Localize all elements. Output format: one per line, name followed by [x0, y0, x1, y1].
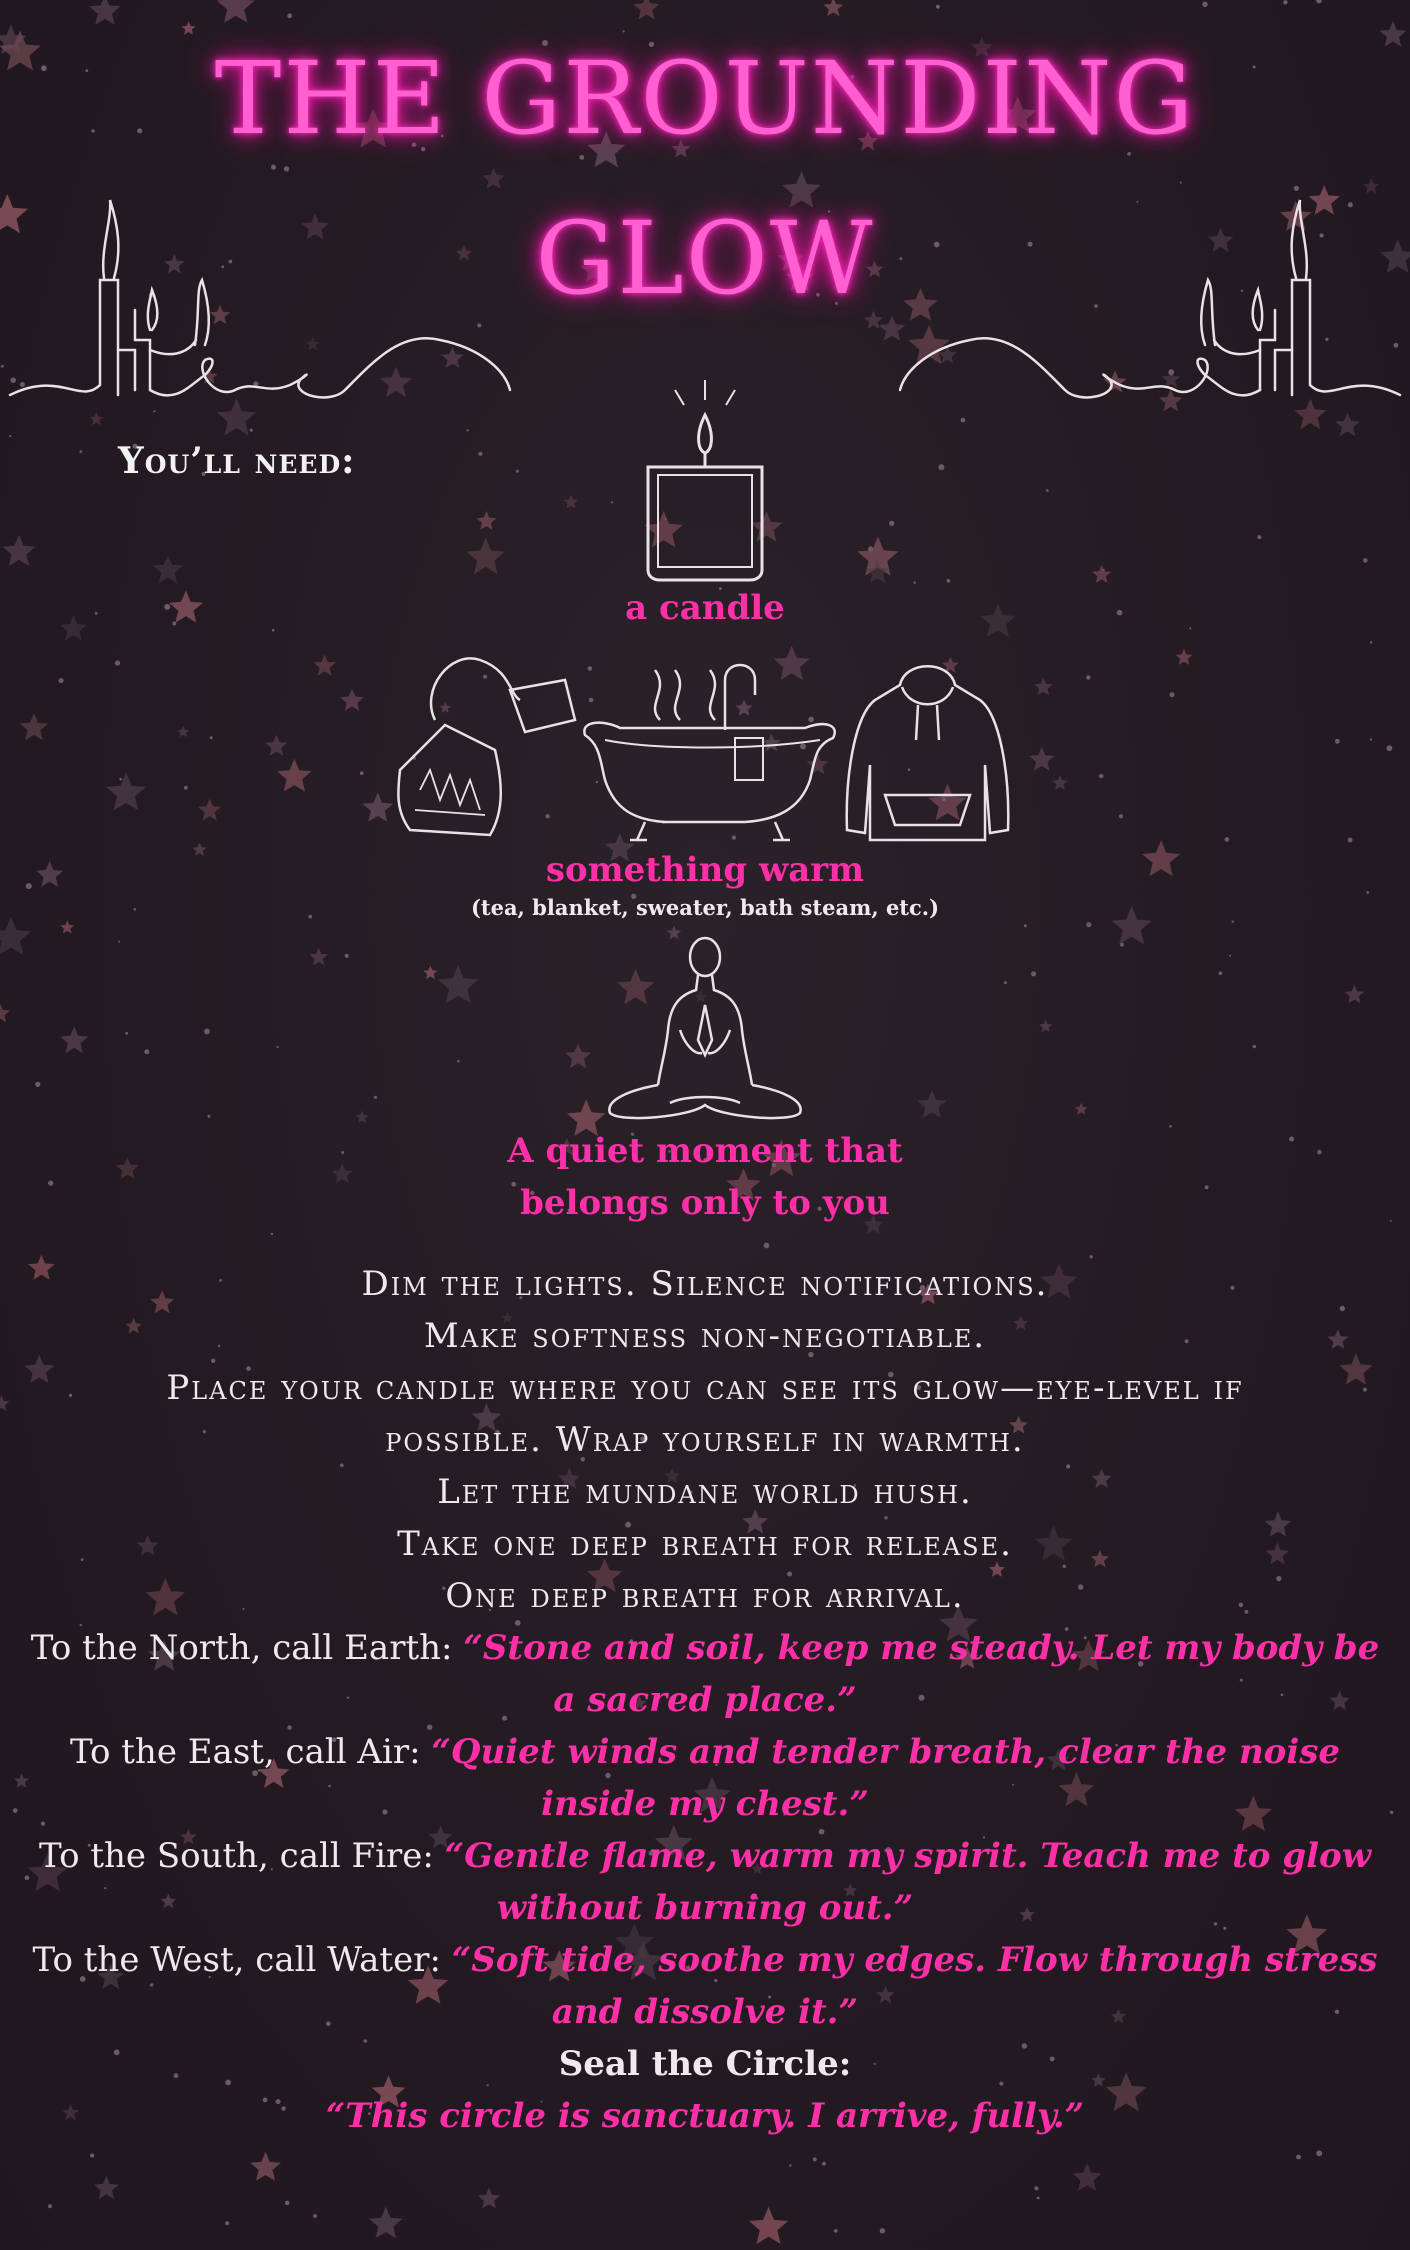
background-star	[0, 917, 31, 956]
background-star	[106, 772, 146, 810]
candle-jar-icon	[620, 375, 790, 585]
background-dot	[374, 1096, 377, 1099]
background-dot	[287, 13, 292, 18]
invocation-south	[0, 1830, 1410, 1934]
ritual-instructions	[0, 1258, 1410, 2142]
background-dot	[225, 2221, 229, 2225]
background-dot	[947, 579, 951, 583]
background-dot	[478, 452, 482, 456]
background-dot	[516, 470, 519, 473]
background-dot	[1034, 2186, 1038, 2190]
background-dot	[1387, 745, 1393, 751]
background-dot	[1225, 837, 1230, 842]
background-dot	[277, 1046, 279, 1048]
background-dot	[207, 1115, 210, 1118]
item-note-warm: (tea, blanket, sweater, bath steam, etc.)	[470, 895, 940, 920]
background-dot	[35, 1082, 40, 1087]
instruction-line: Dim the lights. Silence notifications.	[361, 1264, 1049, 1304]
background-star	[1176, 649, 1193, 665]
background-dot	[1086, 922, 1091, 927]
invocation-lead: To the West, call Water:	[32, 1940, 452, 1980]
background-dot	[789, 2164, 791, 2166]
background-dot	[345, 954, 349, 958]
background-dot	[1316, 2150, 1322, 2156]
item-label-warm: something warm	[545, 850, 865, 890]
background-dot	[1257, 535, 1261, 539]
background-star	[356, 1111, 369, 1124]
background-star	[3, 535, 36, 566]
item-label-quiet-line-1: A quiet moment that	[507, 1131, 903, 1171]
background-star	[438, 965, 479, 1004]
item-label-quiet-line-2: belongs only to you	[520, 1183, 890, 1223]
background-star	[824, 0, 844, 16]
background-dot	[271, 165, 276, 170]
background-dot	[1283, 0, 1287, 4]
background-dot	[889, 521, 894, 526]
invocation-lead: To the North, call Earth:	[30, 1628, 464, 1668]
seal-quote: “This circle is sanctuary. I arrive, fully.”	[325, 2096, 1085, 2136]
background-dot	[1363, 558, 1368, 563]
background-star	[1034, 678, 1053, 696]
invocation-quote: “Stone and soil, keep me steady. Let my body be a sacred place.”	[463, 1628, 1380, 1720]
background-dot	[1102, 569, 1104, 571]
background-star	[633, 0, 659, 20]
instruction-line: Place your candle where you can see its glow—eye-level if	[166, 1368, 1244, 1408]
background-dot	[272, 629, 275, 632]
background-dot	[313, 2214, 317, 2218]
background-star	[565, 1043, 591, 1068]
seal-label: Seal the Circle:	[558, 2044, 852, 2084]
item-label-candle: a candle	[625, 588, 785, 628]
background-star	[423, 966, 437, 979]
background-dot	[284, 166, 289, 171]
background-dot	[1296, 2155, 1301, 2160]
background-dot	[119, 778, 122, 781]
background-dot	[457, 1060, 460, 1063]
background-dot	[204, 1029, 210, 1035]
background-dot	[1316, 0, 1322, 3]
background-dot	[1099, 774, 1103, 778]
background-dot	[764, 1243, 770, 1249]
background-star	[1073, 2163, 1102, 2191]
invocation-east	[0, 1726, 1410, 1830]
background-dot	[1180, 182, 1182, 184]
tea-bag-icon	[390, 640, 590, 840]
background-dot	[1232, 921, 1234, 923]
background-dot	[834, 2229, 838, 2233]
background-dot	[1031, 971, 1036, 976]
instruction-line: One deep breath for arrival.	[445, 1576, 965, 1616]
invocation-quote: “Quiet winds and tender breath, clear the noise inside my chest.”	[431, 1732, 1341, 1824]
background-dot	[1170, 692, 1175, 697]
background-star	[94, 2176, 119, 2200]
background-star	[217, 0, 255, 23]
background-star	[483, 168, 505, 189]
background-dot	[1370, 641, 1372, 643]
background-star	[60, 1027, 88, 1054]
item-label-quiet	[0, 1125, 1410, 1229]
background-dot	[48, 2204, 52, 2208]
background-dot	[914, 582, 916, 584]
instruction-line: possible. Wrap yourself in warmth.	[385, 1420, 1025, 1460]
background-star	[177, 726, 189, 737]
background-dot	[210, 736, 213, 739]
background-star	[181, 21, 195, 35]
background-dot	[1366, 891, 1369, 894]
background-dot	[80, 450, 83, 453]
background-dot	[1253, 1045, 1256, 1048]
background-dot	[271, 1233, 273, 1235]
background-star	[310, 948, 328, 966]
background-star	[1075, 1103, 1088, 1115]
instruction-line: Take one deep breath for release.	[397, 1524, 1013, 1564]
background-dot	[1037, 2197, 1040, 2200]
background-star	[20, 713, 48, 740]
bathtub-icon	[575, 650, 845, 850]
background-dot	[1120, 943, 1124, 947]
background-star	[467, 538, 505, 575]
background-star	[277, 759, 312, 792]
background-dot	[1202, 2, 1207, 7]
invocation-west	[0, 1934, 1410, 2038]
background-star	[362, 792, 393, 821]
background-star	[1052, 775, 1068, 790]
background-dot	[880, 2228, 885, 2233]
background-dot	[1086, 675, 1090, 679]
title-line-1: THE GROUNDING	[214, 40, 1196, 157]
background-dot	[90, 2154, 94, 2158]
youll-need-heading: You’ll need:	[118, 440, 356, 482]
background-dot	[1024, 924, 1027, 927]
background-star	[917, 1090, 946, 1118]
invocation-quote: “Gentle flame, warm my spirit. Teach me to glow without burning out.”	[444, 1836, 1371, 1928]
background-star	[1092, 565, 1111, 583]
background-dot	[59, 678, 64, 683]
background-star	[340, 689, 363, 711]
background-star	[749, 2207, 788, 2244]
background-dot	[1370, 738, 1372, 740]
background-dot	[822, 2162, 826, 2166]
background-dot	[184, 786, 188, 790]
background-dot	[623, 30, 625, 32]
hoodie-icon	[840, 655, 1015, 855]
background-star	[1029, 747, 1054, 771]
instruction-line: Make softness non-negotiable.	[423, 1316, 987, 1356]
background-dot	[285, 2201, 290, 2206]
background-star	[250, 2152, 281, 2181]
background-star	[314, 654, 336, 675]
background-star	[1039, 1020, 1052, 1033]
background-dot	[360, 771, 364, 775]
background-dot	[936, 5, 940, 9]
background-dot	[611, 501, 613, 503]
invocation-lead: To the South, call Fire:	[39, 1836, 445, 1876]
background-dot	[1335, 739, 1340, 744]
background-star	[0, 1003, 10, 1022]
background-dot	[118, 941, 120, 943]
background-dot	[125, 1032, 128, 1035]
background-dot	[115, 660, 120, 665]
background-dot	[144, 1049, 149, 1054]
instruction-line: Let the mundane world hush.	[437, 1472, 973, 1512]
background-dot	[1046, 489, 1049, 492]
invocation-north	[0, 1622, 1410, 1726]
invocation-lead: To the East, call Air:	[69, 1732, 432, 1772]
background-dot	[1119, 814, 1123, 818]
invocation-quote: “Soft tide, soothe my edges. Flow through stress and dissolve it.”	[451, 1940, 1378, 2032]
background-dot	[938, 464, 944, 470]
background-star	[89, 0, 121, 25]
background-star	[369, 2207, 403, 2239]
meditation-figure-icon	[600, 935, 810, 1125]
background-dot	[1004, 981, 1007, 984]
background-star	[564, 495, 579, 509]
background-dot	[1219, 971, 1223, 975]
background-star	[60, 920, 74, 933]
background-dot	[1348, 838, 1353, 843]
background-dot	[813, 2157, 817, 2161]
background-star	[477, 511, 497, 530]
background-dot	[9, 435, 11, 437]
background-star	[1345, 985, 1365, 1004]
background-star	[265, 735, 287, 756]
background-dot	[868, 546, 873, 551]
background-star	[153, 555, 183, 584]
background-star	[198, 799, 221, 821]
background-dot	[1229, 955, 1231, 957]
title-line-2: GLOW	[535, 200, 875, 317]
background-star	[478, 2188, 500, 2209]
